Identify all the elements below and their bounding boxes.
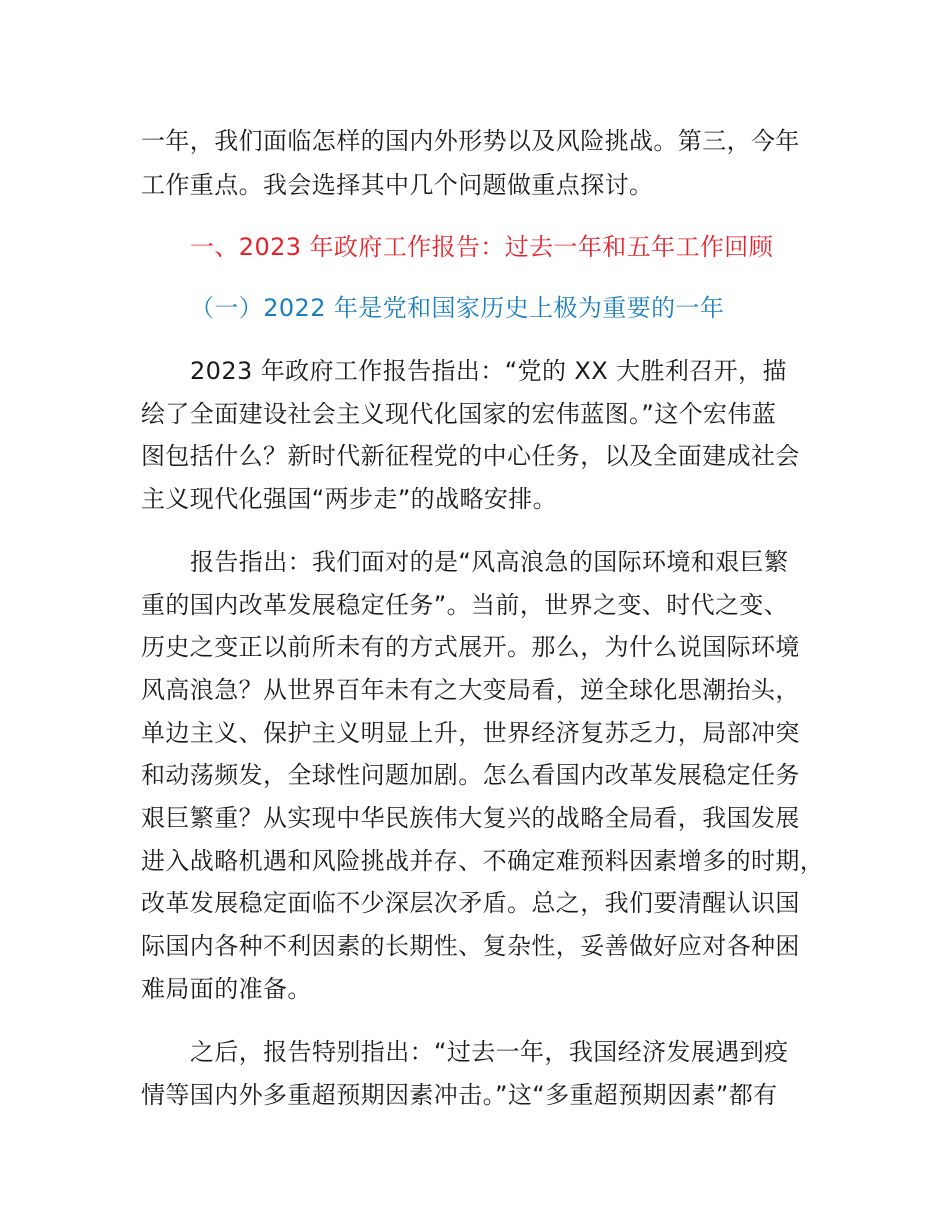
para3-line-2: 情等国内外多重超预期因素冲击。”这“多重超预期因素”都有 (141, 1081, 778, 1109)
para2-line-4: 风高浪急？从世界百年未有之大变局看，逆全球化思潮抬头， (141, 676, 800, 704)
subsection-heading-1: （一）2022 年是党和国家历史上极为重要的一年 (190, 294, 725, 322)
para2-line-3: 历史之变正以前所未有的方式展开。那么，为什么说国际环境 (141, 633, 800, 661)
section-heading-1: 一、2023 年政府工作报告：过去一年和五年工作回顾 (190, 233, 774, 261)
para2-line-8: 进入战略机遇和风险挑战并存、不确定难预料因素增多的时期， (141, 847, 825, 875)
para2-line-9: 改革发展稳定面临不少深层次矛盾。总之，我们要清醒认识国 (141, 889, 800, 917)
para1-line-4: 主义现代化强国“两步走”的战略安排。 (141, 485, 558, 513)
para2-line-5: 单边主义、保护主义明显上升，世界经济复苏乏力，局部冲突 (141, 719, 800, 747)
para2-line-10: 际国内各种不利因素的长期性、复杂性，妥善做好应对各种困 (141, 932, 800, 960)
intro-line-2: 工作重点。我会选择其中几个问题做重点探讨。 (141, 171, 654, 199)
intro-line-1: 一年，我们面临怎样的国内外形势以及风险挑战。第三，今年 (141, 127, 800, 155)
para2-line-7: 艰巨繁重？从实现中华民族伟大复兴的战略全局看，我国发展 (141, 804, 800, 832)
para1-line-2: 绘了全面建设社会主义现代化国家的宏伟蓝图。”这个宏伟蓝 (141, 400, 777, 428)
para1-line-3: 图包括什么？新时代新征程党的中心任务，以及全面建成社会 (141, 442, 800, 470)
para3-line-1: 之后，报告特别指出：“过去一年，我国经济发展遇到疫 (190, 1038, 789, 1066)
para2-line-6: 和动荡频发，全球性问题加剧。怎么看国内改革发展稳定任务 (141, 761, 800, 789)
para1-line-1: 2023 年政府工作报告指出：“党的 XX 大胜利召开，描 (190, 357, 787, 385)
para2-line-2: 重的国内改革发展稳定任务”。当前，世界之变、时代之变、 (141, 591, 789, 619)
para2-line-1: 报告指出：我们面对的是“风高浪急的国际环境和艰巨繁 (190, 548, 789, 576)
para2-line-11: 难局面的准备。 (141, 975, 312, 1003)
